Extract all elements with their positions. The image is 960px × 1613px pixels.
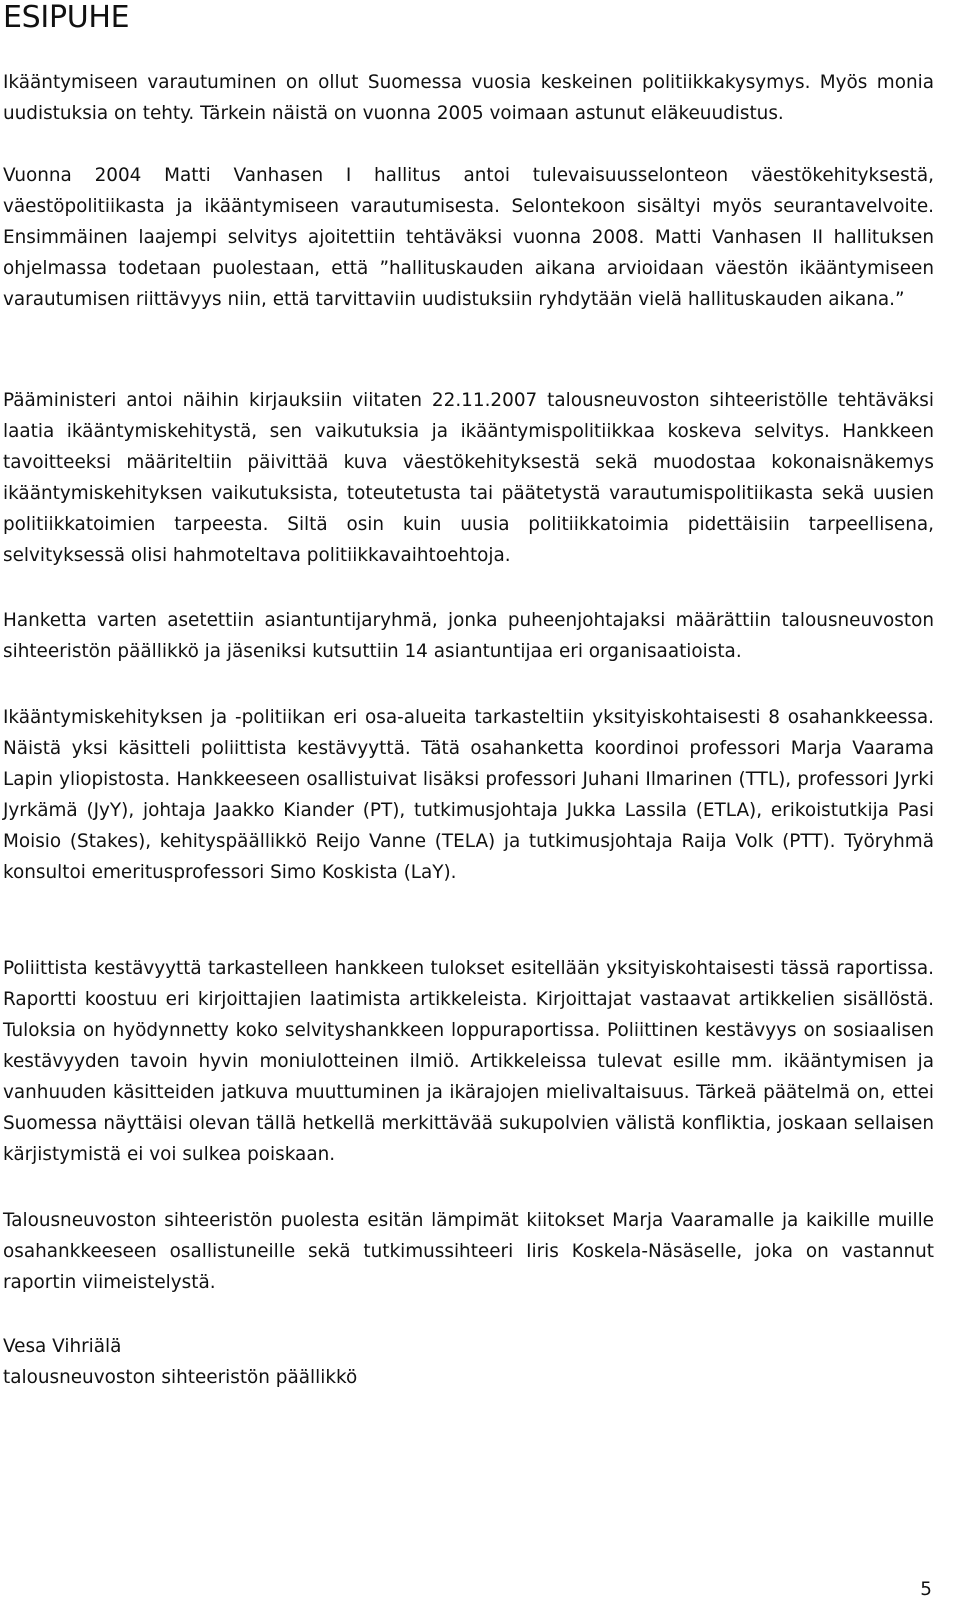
paragraph-assignment: Pääministeri antoi näihin kirjauksiin viitaten 22.11.2007 talousneuvoston sihteeristölle tehtäväksi laatia ikääntymiskehitystä, sen vaikutuksia ja ikääntymispolitiikkaa koskeva selvitys. Hankkeen tavoitteeksi määriteltiin päivittää kuva väestökehityksestä sekä muodostaa kokonaisnäkemys ikääntymiskehityksen vaikutuksista, toteutetusta tai päätetystä varautumispolitiikasta sekä uusien politiikkatoimien tarpeesta. Siltä osin kuin uusia politiikkatoimia pidettäisiin tarpeellisena, selvityksessä olisi hahmoteltava politiikkavaihtoehtoja.: [3, 390, 934, 566]
paragraph-expert-group: Hanketta varten asetettiin asiantuntijaryhmä, jonka puheenjohtajaksi määrättiin talousneuvoston sihteeristön päällikkö ja jäseniksi kutsuttiin 14 asiantuntijaa eri organisaatioista.: [3, 610, 934, 662]
page-number: 5: [920, 1579, 932, 1600]
paragraph-results: Poliittista kestävyyttä tarkastelleen hankkeen tulokset esitellään yksityiskohtaisesti tässä raportissa. Raportti koostuu eri kirjoittajien laatimista artikkeleista. Kirjoittajat vastaavat artikkelien sisällöstä. Tuloksia on hyödynnetty koko selvityshankkeen loppuraportissa. Poliittinen kestävyys on sosiaalisen kestävyyden tavoin hyvin moniulotteinen ilmiö. Artikkeleissa tulevat esille mm. ikääntymisen ja vanhuuden käsitteiden jatkuva muuttuminen ja ikärajojen mielivaltaisuus. Tärkeä päätelmä on, ettei Suomessa näyttäisi olevan tällä hetkellä merkittävää sukupolvien välistä konfliktia, joskaan sellaisen kärjistymistä ei voi sulkea poiskaan.: [3, 958, 934, 1165]
page-title: ESIPUHE: [3, 0, 130, 35]
paragraph-government-report: Vuonna 2004 Matti Vanhasen I hallitus antoi tulevaisuusselonteon väestökehityksestä, väestöpolitiikasta ja ikääntymiseen varautumisesta. Selontekoon sisältyi myös seurantavelvoite. Ensimmäinen laajempi selvitys ajoitettiin tehtäväksi vuonna 2008. Matti Vanhasen II hallituksen ohjelmassa todetaan puolestaan, että ”hallituskauden aikana arvioidaan väestön ikääntymiseen varautumisen riittävyys niin, että tarvittaviin uudistuksiin ryhdytään vielä hallituskauden aikana.”: [3, 165, 934, 310]
paragraph-intro: Ikääntymiseen varautuminen on ollut Suomessa vuosia keskeinen politiikkakysymys. Myös monia uudistuksia on tehty. Tärkein näistä on vuonna 2005 voimaan astunut eläkeuudistus.: [3, 72, 934, 124]
signature-name: Vesa Vihriälä: [3, 1336, 122, 1357]
paragraph-subprojects: Ikääntymiskehityksen ja -politiikan eri osa-alueita tarkasteltiin yksityiskohtaisesti 8 osahankkeessa. Näistä yksi käsitteli poliittista kestävyyttä. Tätä osahanketta koordinoi professori Marja Vaarama Lapin yliopistosta. Hankkeeseen osallistuivat lisäksi professori Juhani Ilmarinen (TTL), professori Jyrki Jyrkämä (JyY), johtaja Jaakko Kiander (PT), tutkimusjohtaja Jukka Lassila (ETLA), erikoistutkija Pasi Moisio (Stakes), kehityspäällikkö Reijo Vanne (TELA) ja tutkimusjohtaja Raija Volk (PTT). Työryhmä konsultoi emeritusprofessori Simo Koskista (LaY).: [3, 707, 934, 883]
signature-title: talousneuvoston sihteeristön päällikkö: [3, 1367, 358, 1388]
paragraph-acknowledgements: Talousneuvoston sihteeristön puolesta esitän lämpimät kiitokset Marja Vaaramalle ja kaikille muille osahankkeeseen osallistuneille sekä tutkimussihteeri Iiris Koskela-Näsäselle, joka on vastannut raportin viimeistelystä.: [3, 1210, 934, 1293]
